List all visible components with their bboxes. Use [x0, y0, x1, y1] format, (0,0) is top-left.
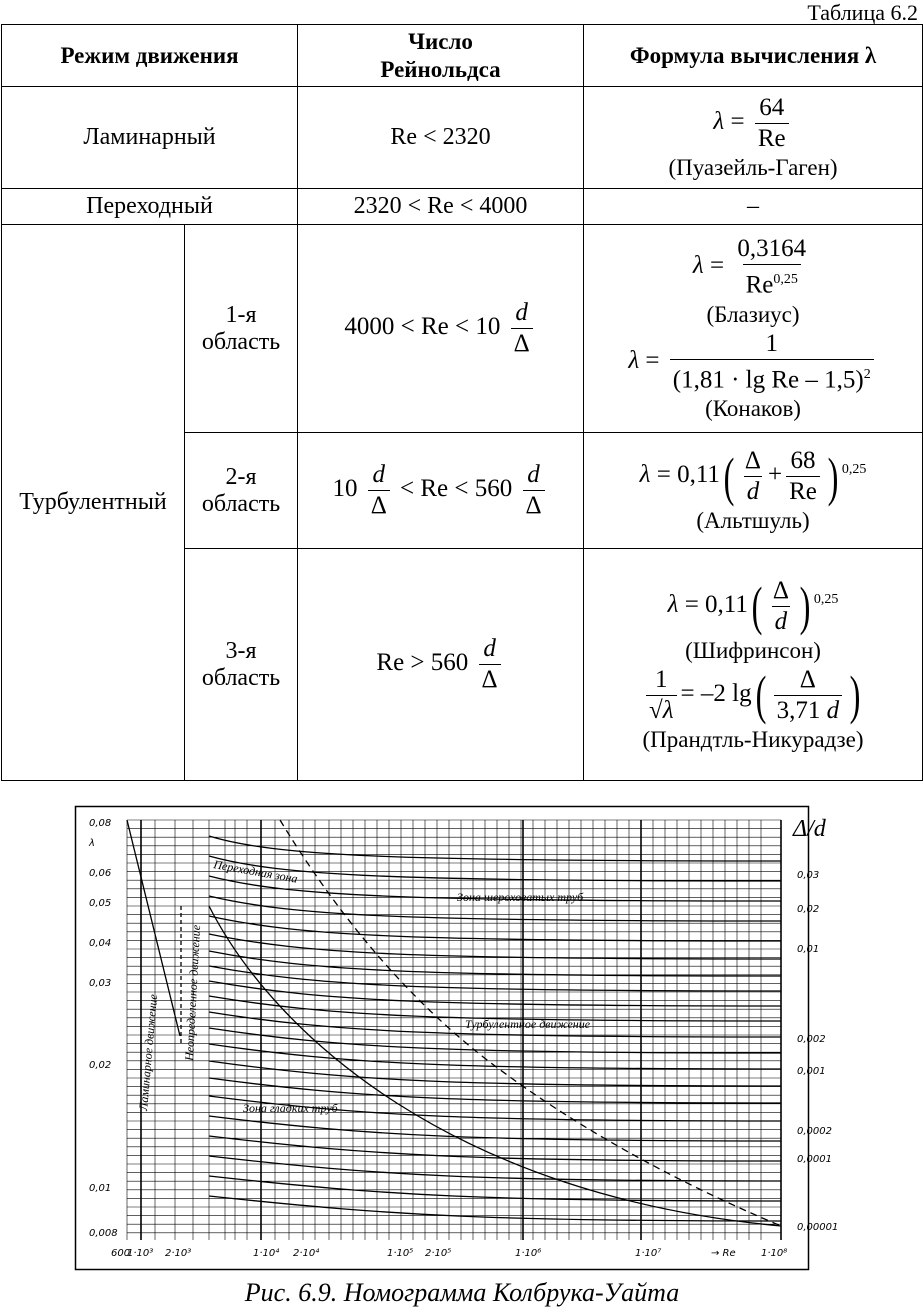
label-undetermined: Неопределенное движение [182, 924, 204, 1062]
zone1-formula: λ = $\frac{0,3164}{Re^{0,25}}$ (Блазиус) λ = $\frac{1}{(1,81 \cdot \lg Re - 1,5)^2}$ (Конаков) [584, 225, 923, 433]
label-transition: Переходная зона [212, 857, 299, 886]
right-tick-label: 0,0002 [797, 1126, 832, 1137]
left-tick-label: 0,01 [89, 1183, 112, 1194]
zone3-re: Re > 560 $\frac{d}{\Delta}$ [298, 549, 584, 781]
transitional-formula: – [584, 189, 923, 225]
left-tick-label: 0,08 [89, 818, 112, 829]
roughness-curve [209, 1061, 781, 1086]
roughness-curve [209, 1176, 781, 1201]
bottom-tick-label: 2·10³ [165, 1248, 192, 1259]
roughness-curve [209, 1156, 781, 1181]
roughness-curve [209, 966, 781, 991]
bottom-tick-label: 2·10⁵ [425, 1248, 452, 1259]
roughness-curve [209, 1116, 781, 1141]
transitional-re: 2320 < Re < 4000 [298, 189, 584, 225]
left-tick-label: 0,05 [89, 898, 112, 909]
roughness-curve [209, 951, 781, 976]
bottom-tick-label: 1·10³ [127, 1248, 154, 1259]
bottom-tick-label: 1·10⁶ [515, 1248, 542, 1259]
roughness-curve [209, 934, 781, 959]
left-tick-label: 0,02 [89, 1060, 112, 1071]
right-tick-label: 0,002 [797, 1034, 826, 1045]
label-rough: Зона шероховатых труб [457, 890, 584, 904]
laminar-formula: λ = $\frac{64}{Re}$ (Пуазейль-Гаген) [584, 87, 923, 189]
bottom-tick-label: 600 [111, 1248, 131, 1259]
bottom-tick-label: 1·10⁴ [253, 1248, 280, 1259]
bottom-tick-label: 1·10⁵ [387, 1248, 414, 1259]
roughness-curve [209, 1078, 781, 1103]
left-tick-label: 0,008 [89, 1228, 118, 1239]
zone2-formula: λ = 0,11( $\frac{\Delta}{d}$ + $\frac{68}{Re}$ ) $^{0,25}$ (Альтшуль) [584, 433, 923, 549]
left-tick-label: 0,03 [89, 978, 112, 989]
label-laminar: Ламинарное движение [136, 993, 161, 1112]
turbulent-name: Турбулентный [2, 225, 185, 781]
left-tick-label: 0,04 [89, 938, 112, 949]
laminar-re: Re < 2320 [298, 87, 584, 189]
roughness-curve [209, 1028, 781, 1053]
table-number: Таблица 6.2 [807, 0, 918, 25]
nomogram-ticks [88, 818, 838, 1259]
left-tick-label: λ [89, 838, 95, 849]
right-axis-title: Δ/d [793, 816, 826, 842]
roughness-curve [209, 1136, 781, 1161]
header-regime: Режим движения [2, 25, 298, 87]
zone2-re: 10 $\frac{d}{\Delta}$ < Re < 560 $\frac{d}{\Delta}$ [298, 433, 584, 549]
colebrook-nomogram [75, 806, 839, 1270]
label-turbulent: Турбулентное движение [465, 1017, 591, 1031]
right-tick-label: 0,00001 [797, 1222, 839, 1233]
zone1-re: 4000 < Re < 10 $\frac{d}{\Delta}$ [298, 225, 584, 433]
zone3-formula: λ = 0,11( $\frac{\Delta}{d}$ ) $^{0,25}$ (Шифринсон) $\frac{1}{√\lambda}$ = –2 lg( $\frac{\Delta}{3,71 d}$ ) (Прандтль-Никурадзе) [584, 549, 923, 781]
reynolds-table [1, 24, 923, 781]
zone3-label: 3-я область [185, 549, 298, 781]
bottom-tick-label: → Re [711, 1248, 736, 1259]
header-formula: Формула вычисления λ [584, 25, 923, 87]
right-tick-label: 0,03 [797, 870, 820, 881]
header-reynolds: Число Рейнольдса [298, 25, 584, 87]
label-smooth: Зона гладких труб [243, 1101, 338, 1115]
roughness-curve [209, 1196, 781, 1221]
right-tick-label: 0,01 [797, 944, 820, 955]
roughness-curve [209, 836, 781, 861]
bottom-tick-label: 1·10⁷ [635, 1248, 662, 1259]
bottom-tick-label: 2·10⁴ [293, 1248, 320, 1259]
transitional-name: Переходный [2, 189, 298, 225]
zone2-label: 2-я область [185, 433, 298, 549]
right-tick-label: 0,001 [797, 1066, 826, 1077]
laminar-name: Ламинарный [2, 87, 298, 189]
roughness-curve [209, 916, 781, 941]
roughness-curve [209, 981, 781, 1006]
right-tick-label: 0,02 [797, 904, 820, 915]
left-tick-label: 0,06 [89, 868, 112, 879]
zone1-label: 1-я область [185, 225, 298, 433]
figure-caption: Рис. 6.9. Номограмма Колбрука-Уайта [244, 1278, 680, 1307]
bottom-tick-label: 1·10⁸ [761, 1248, 788, 1259]
right-tick-label: 0,0001 [797, 1154, 832, 1165]
